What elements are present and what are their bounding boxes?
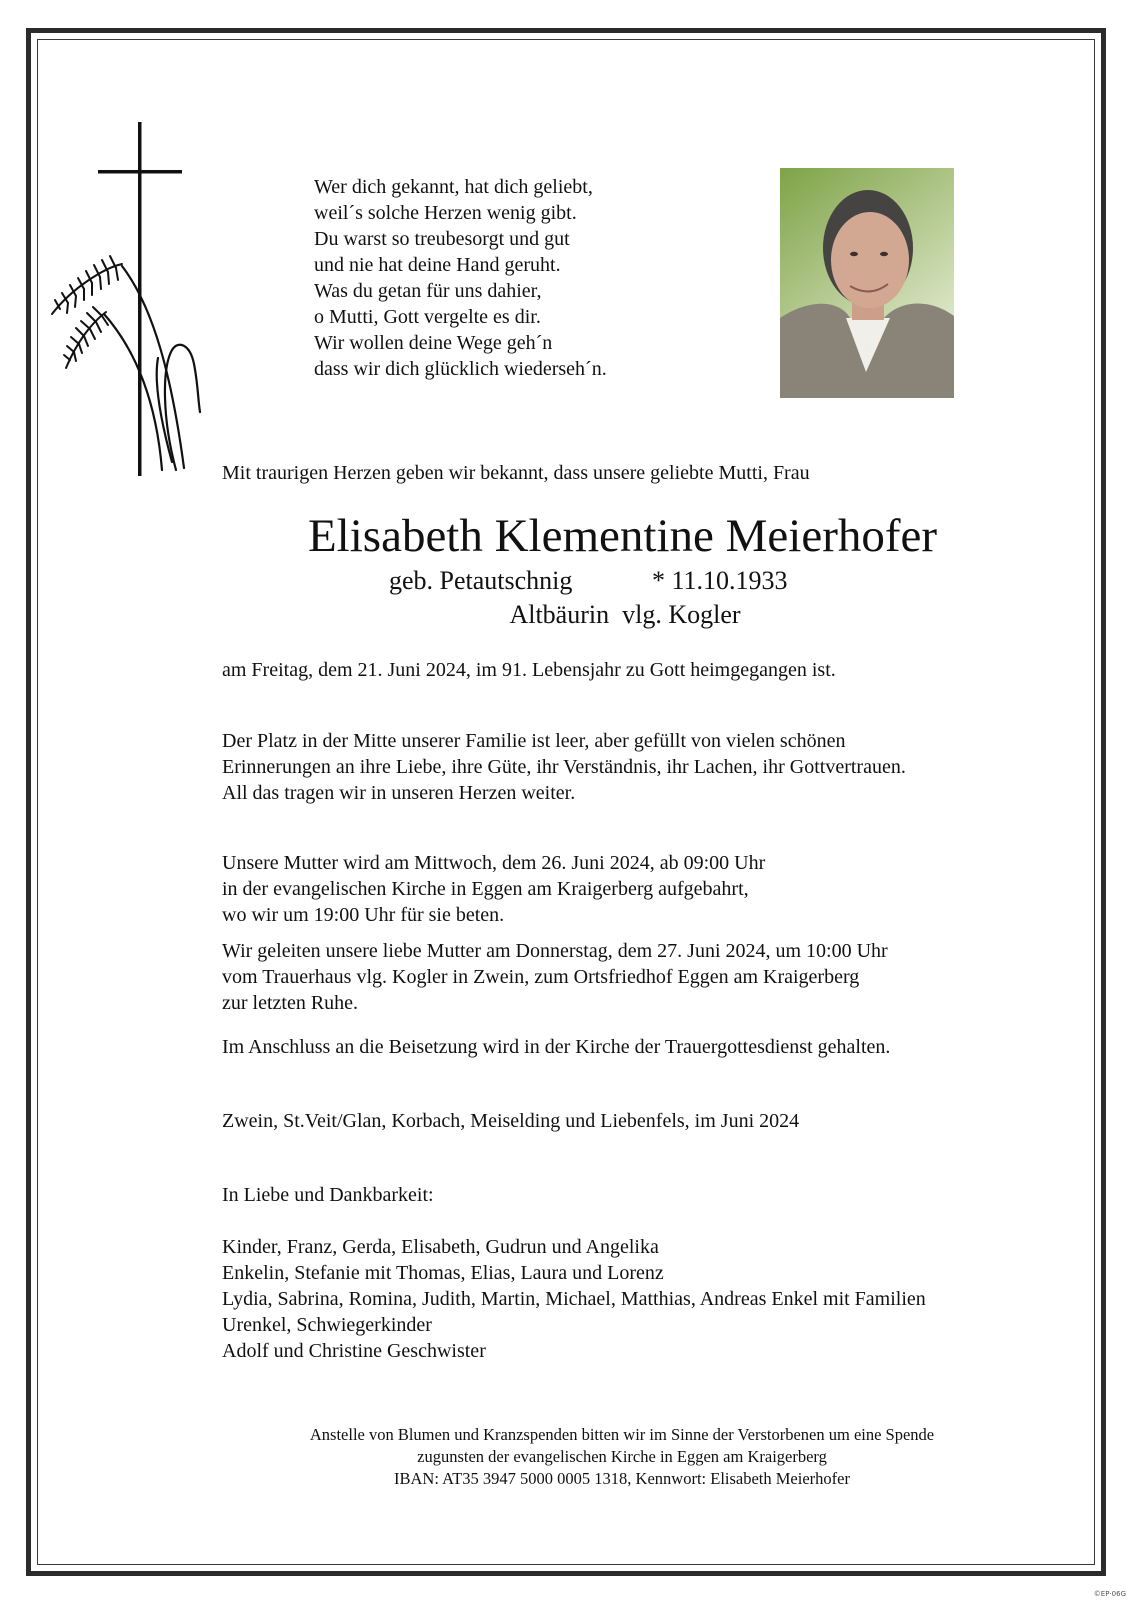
- birth-date: * 11.10.1933: [652, 566, 788, 595]
- poem-line: Wer dich gekannt, hat dich geliebt,: [314, 176, 593, 198]
- poem-line: dass wir dich glücklich wiederseh´n.: [314, 358, 607, 380]
- intro-text: Mit traurigen Herzen geben wir bekannt, dass unsere geliebte Mutti, Frau: [222, 462, 810, 484]
- poem-line: Du warst so treubesorgt und gut: [314, 228, 570, 250]
- printer-stamp: ©EP·06G: [1093, 1590, 1126, 1598]
- mourner-line: Enkelin, Stefanie mit Thomas, Elias, Laura und Lorenz: [222, 1262, 664, 1284]
- closing-line: In Liebe und Dankbarkeit:: [222, 1184, 434, 1206]
- donation-line: IBAN: AT35 3947 5000 0005 1318, Kennwort: Elisabeth Meierhofer: [394, 1469, 850, 1488]
- deceased-name: Elisabeth Klementine Meierhofer: [307, 510, 938, 562]
- portrait-photo: [780, 168, 954, 398]
- burial-line: zur letzten Ruhe.: [222, 992, 359, 1014]
- farm-title-text: Altbäurin vlg. Kogler: [509, 600, 741, 629]
- service-notice: Im Anschluss an die Beisetzung wird in der Kirche der Trauergottesdienst gehalten.: [222, 1036, 891, 1058]
- tribute-line: Der Platz in der Mitte unserer Familie ist leer, aber gefüllt von vielen schönen: [222, 730, 846, 752]
- cross-and-wheat-icon: [44, 118, 214, 488]
- face: [831, 212, 909, 308]
- poem-line: und nie hat deine Hand geruht.: [314, 254, 561, 276]
- farm-title: [0, 599, 1132, 631]
- poem-line: Wir wollen deine Wege geh´n: [314, 332, 553, 354]
- mourner-line: Urenkel, Schwiegerkinder: [222, 1314, 432, 1336]
- tribute-line: All das tragen wir in unseren Herzen weiter.: [222, 782, 576, 804]
- poem-line: weil´s solche Herzen wenig gibt.: [314, 202, 577, 224]
- mourner-line: Lydia, Sabrina, Romina, Judith, Martin, Michael, Matthias, Andreas Enkel mit Familien: [222, 1288, 926, 1310]
- poem: [314, 174, 754, 382]
- donation-line: zugunsten der evangelischen Kirche in Eggen am Kraigerberg: [417, 1447, 827, 1466]
- poem-line: Was du getan für uns dahier,: [314, 280, 542, 302]
- viewing-line: in der evangelischen Kirche in Eggen am Kraigerberg aufgebahrt,: [222, 878, 749, 900]
- viewing-line: wo wir um 19:00 Uhr für sie beten.: [222, 904, 505, 926]
- viewing-line: Unsere Mutter wird am Mittwoch, dem 26. Juni 2024, ab 09:00 Uhr: [222, 852, 766, 874]
- tribute-line: Erinnerungen an ihre Liebe, ihre Güte, ihr Verständnis, ihr Lachen, ihr Gottvertrauen.: [222, 756, 906, 778]
- place-date: Zwein, St.Veit/Glan, Korbach, Meiselding und Liebenfels, im Juni 2024: [222, 1110, 800, 1132]
- donation-note: [0, 1424, 1132, 1490]
- death-notice: am Freitag, dem 21. Juni 2024, im 91. Lebensjahr zu Gott heimgegangen ist.: [222, 659, 836, 681]
- poem-line: o Mutti, Gott vergelte es dir.: [314, 306, 541, 328]
- burial-line: vom Trauerhaus vlg. Kogler in Zwein, zum Ortsfriedhof Eggen am Kraigerberg: [222, 966, 860, 988]
- donation-line: Anstelle von Blumen und Kranzspenden bitten wir im Sinne der Verstorbenen um eine Spende: [309, 1425, 935, 1444]
- burial-line: Wir geleiten unsere liebe Mutter am Donnerstag, dem 27. Juni 2024, um 10:00 Uhr: [222, 940, 888, 962]
- mourner-line: Kinder, Franz, Gerda, Elisabeth, Gudrun und Angelika: [222, 1236, 659, 1258]
- mourner-line: Adolf und Christine Geschwister: [222, 1340, 486, 1362]
- maiden-name: geb. Petautschnig: [389, 566, 573, 595]
